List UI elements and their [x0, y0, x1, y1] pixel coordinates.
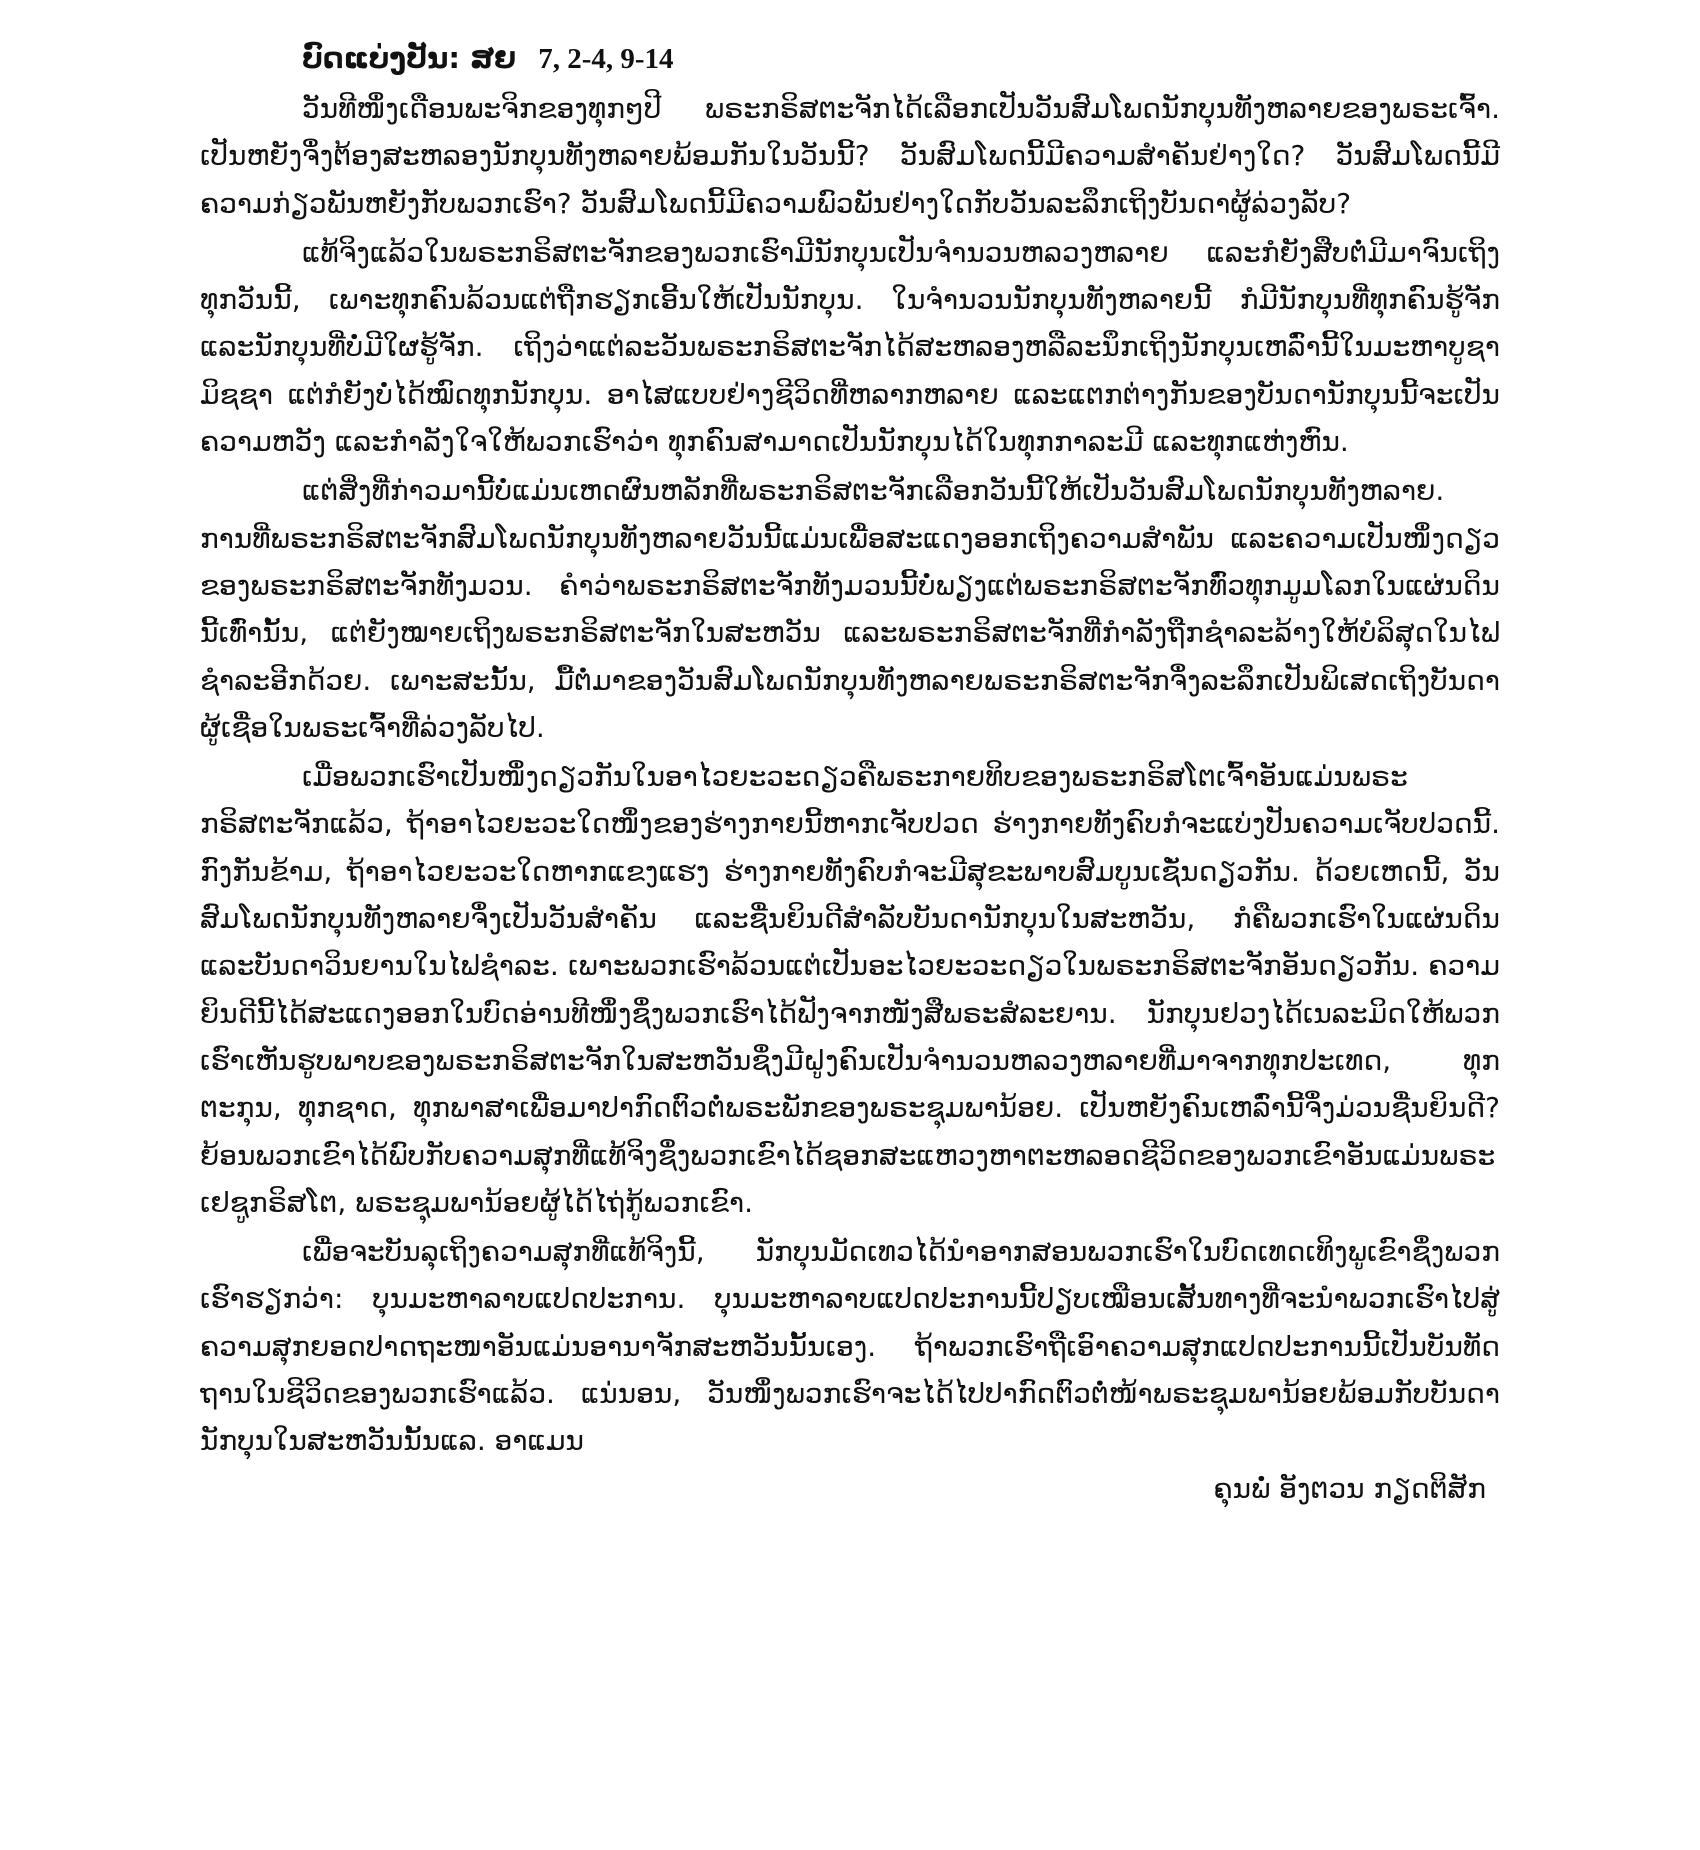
paragraph-3: ແຕ່ສິ່ງທີ່ກ່າວມານີ້ບໍ່ແມ່ນເຫດຜົນຫລັກທີ່ພຣະກຣິສຕະຈັກເລືອກວັນນີ້ໃຫ້ເປັນວັນສົມໂພດນັກບຸນທັງຫລາຍ. ການທີ່ພຣະກຣິສຕະຈັກສົມໂພດນັກບຸນທັງຫລາຍວັນນີ້ແມ່ນເພື່ອສະແດງອອກເຖິງຄວາມສຳພັນ ແລະຄວາມເປັນໜຶ່ງດຽວຂອງພຣະກຣິສຕະຈັກທັງມວນ. ຄຳວ່າພຣະກຣິສຕະຈັກທັງມວນນີ້ບໍ່ພຽງແຕ່ພຣະກຣິສຕະຈັກທົ່ວທຸກມູມໂລກໃນແຜ່ນດິນນີ້ເທົ່ານັ້ນ, ແຕ່ຍັງໝາຍເຖິງພຣະກຣິສຕະຈັກໃນສະຫວັນ ແລະພຣະກຣິສຕະຈັກທີ່ກຳລັງຖືກຊຳລະລ້າງໃຫ້ບໍລິສຸດໃນໄຟຊຳລະອີກດ້ວຍ. ເພາະສະນັ້ນ, ມື້ຕໍ່ມາຂອງວັນສົມໂພດນັກບຸນທັງຫລາຍພຣະກຣິສຕະຈັກຈຶ່ງລະລຶກເປັນພິເສດເຖິງບັນດາຜູ້ເຊື່ອໃນພຣະເຈົ້າທີ່ລ່ວງລັບໄປ. [200, 474, 1500, 744]
heading-title: ບົດແບ່ງປັນ: [302, 41, 460, 75]
closing-line [200, 1465, 1500, 1512]
paragraph-5: ເພື່ອຈະບັນລຸເຖິງຄວາມສຸກທີ່ແທ້ຈິງນີ້, ນັກບຸນມັດເທວໄດ້ນຳອາກສອນພວກເຮົາໃນບົດເທດເທິງພູເຂົາຊຶ່ງພວກເຮົາຮຽກວ່າ: ບຸນມະຫາລາບແປດປະການ. ບຸນມະຫາລາບແປດປະການນີ້ປຽບເໝືອນເສັ້ນທາງທີ່ຈະນຳພວກເຮົາໄປສູ່ຄວາມສຸກຍອດປາດຖະໜາອັນແມ່ນອານາຈັກສະຫວັນນັ້ນເອງ. ຖ້າພວກເຮົາຖືເອົາຄວາມສຸກແປດປະການນີ້ເປັນບັນທັດຖານໃນຊີວິດຂອງພວກເຮົາແລ້ວ. ແນ່ນອນ, ວັນໜຶ່ງພວກເຮົາຈະໄດ້ໄປປາກົດຕົວຕໍ່ໜ້າພຣະຊຸມພານ້ອຍພ້ອມກັບບັນດານັກບຸນໃນສະຫວັນນັ້ນແລ. ອາແມນ [200, 1235, 1500, 1458]
heading-verses: 7, 2-4, 9-14 [538, 43, 674, 75]
author-signature: ຄຸນພໍ່ ອັງຕວນ ກຽດຕິສັກ [1213, 1471, 1486, 1505]
document-heading [302, 38, 1500, 79]
paragraph-4: ເມື່ອພວກເຮົາເປັນໜຶ່ງດຽວກັນໃນອາໄວຍະວະດຽວຄືພຣະກາຍທິບຂອງພຣະກຣິສໂຕເຈົ້າອັນແມ່ນພຣະກຣິສຕະຈັກແລ້ວ, ຖ້າອາໄວຍະວະໃດໜຶ່ງຂອງຮ່າງກາຍນີ້ຫາກເຈັບປວດ ຮ່າງກາຍທັງຄົບກໍຈະແບ່ງປັນຄວາມເຈັບປວດນີ້. ກົງກັນຂ້າມ, ຖ້າອາໄວຍະວະໃດຫາກແຂງແຮງ ຮ່າງກາຍທັງຄົບກໍຈະມີສຸຂະພາບສົມບູນເຊັ່ນດຽວກັນ. ດ້ວຍເຫດນີ້, ວັນສົມໂພດນັກບຸນທັງຫລາຍຈຶ່ງເປັນວັນສຳຄັນ ແລະຊື່ນຍິນດີສຳລັບບັນດານັກບຸນໃນສະຫວັນ, ກໍຄືພວກເຮົາໃນແຜ່ນດິນ ແລະບັນດາວິນຍານໃນໄຟຊຳລະ. ເພາະພວກເຮົາລ້ວນແຕ່ເປັນອະໄວຍະວະດຽວໃນພຣະກຣິສຕະຈັກອັນດຽວກັນ. ຄວາມຍິນດີນີ້ໄດ້ສະແດງອອກໃນບົດອ່ານທີໜຶ່ງຊຶ່ງພວກເຮົາໄດ້ຟັງຈາກໜັງສືພຣະສໍລະຍານ. ນັກບຸນຢວງໄດ້ເນລະມິດໃຫ້ພວກເຮົາເຫັນຮູບພາບຂອງພຣະກຣິສຕະຈັກໃນສະຫວັນຊຶ່ງມີຝູງຄົນເປັນຈຳນວນຫລວງຫລາຍທີ່ມາຈາກທຸກປະເທດ, ທຸກຕະກຸນ, ທຸກຊາດ, ທຸກພາສາເພື່ອມາປາກົດຕົວຕໍ່ພຣະພັກຂອງພຣະຊຸມພານ້ອຍ. ເປັນຫຍັງຄົນເຫລົ່ານີ້ຈຶ່ງມ່ວນຊື່ນຍິນດີ? ຍ້ອນພວກເຂົາໄດ້ພົບກັບຄວາມສຸກທີ່ແທ້ຈິງຊຶ່ງພວກເຂົາໄດ້ຊອກສະແຫວງຫາຕະຫລອດຊີວິດຂອງພວກເຂົາອັນແມ່ນພຣະເຢຊູກຣິສໂຕ, ພຣະຊຸມພານ້ອຍຜູ້ໄດ້ໄຖ່ກູ້ພວກເຂົາ. [200, 760, 1500, 1219]
document-page [200, 38, 1500, 1512]
heading-book: ສຍ [470, 41, 517, 75]
paragraph-1: ວັນທີໜຶ່ງເດືອນພະຈິກຂອງທຸກໆປີ ພຣະກຣິສຕະຈັກໄດ້ເລືອກເປັນວັນສົມໂພດນັກບຸນທັງຫລາຍຂອງພຣະເຈົ້າ. ເປັນຫຍັງຈຶ່ງຕ້ອງສະຫລອງນັກບຸນທັງຫລາຍພ້ອມກັນໃນວັນນີ້? ວັນສົມໂພດນີ້ມີຄວາມສຳຄັນຢ່າງໃດ? ວັນສົມໂພດນີ້ມີຄວາມກ່ຽວພັນຫຍັງກັບພວກເຮົາ? ວັນສົມໂພດນີ້ມີຄວາມພົວພັນຢ່າງໃດກັບວັນລະລຶກເຖິງບັນດາຜູ້ລ່ວງລັບ? [200, 92, 1500, 220]
paragraph-2: ແທ້ຈິງແລ້ວໃນພຣະກຣິສຕະຈັກຂອງພວກເຮົາມີນັກບຸນເປັນຈຳນວນຫລວງຫລາຍ ແລະກໍຍັງສືບຕໍ່ມີມາຈົນເຖິງທຸກວັນນີ້, ເພາະທຸກຄົນລ້ວນແຕ່ຖືກຮຽກເອີ້ນໃຫ້ເປັນນັກບຸນ. ໃນຈຳນວນນັກບຸນທັງຫລາຍນີ້ ກໍມີນັກບຸນທີ່ທຸກຄົນຮູ້ຈັກ ແລະນັກບຸນທີ່ບໍ່ມີໃຜຮູ້ຈັກ. ເຖິງວ່າແຕ່ລະວັນພຣະກຣິສຕະຈັກໄດ້ສະຫລອງຫລືລະນຶກເຖິງນັກບຸນເຫລົ່ານີ້ໃນມະຫາບູຊາມິຊຊາ ແຕ່ກໍຍັງບໍ່ໄດ້ໝົດທຸກນັກບຸນ. ອາໄສແບບຢ່າງຊີວິດທີ່ຫລາກຫລາຍ ແລະແຕກຕ່າງກັນຂອງບັນດານັກບຸນນີ້ຈະເປັນຄວາມຫວັງ ແລະກຳລັງໃຈໃຫ້ພວກເຮົາວ່າ ທຸກຄົນສາມາດເປັນນັກບຸນໄດ້ໃນທຸກກາລະມີ ແລະທຸກແຫ່ງຫົນ. [200, 235, 1500, 459]
